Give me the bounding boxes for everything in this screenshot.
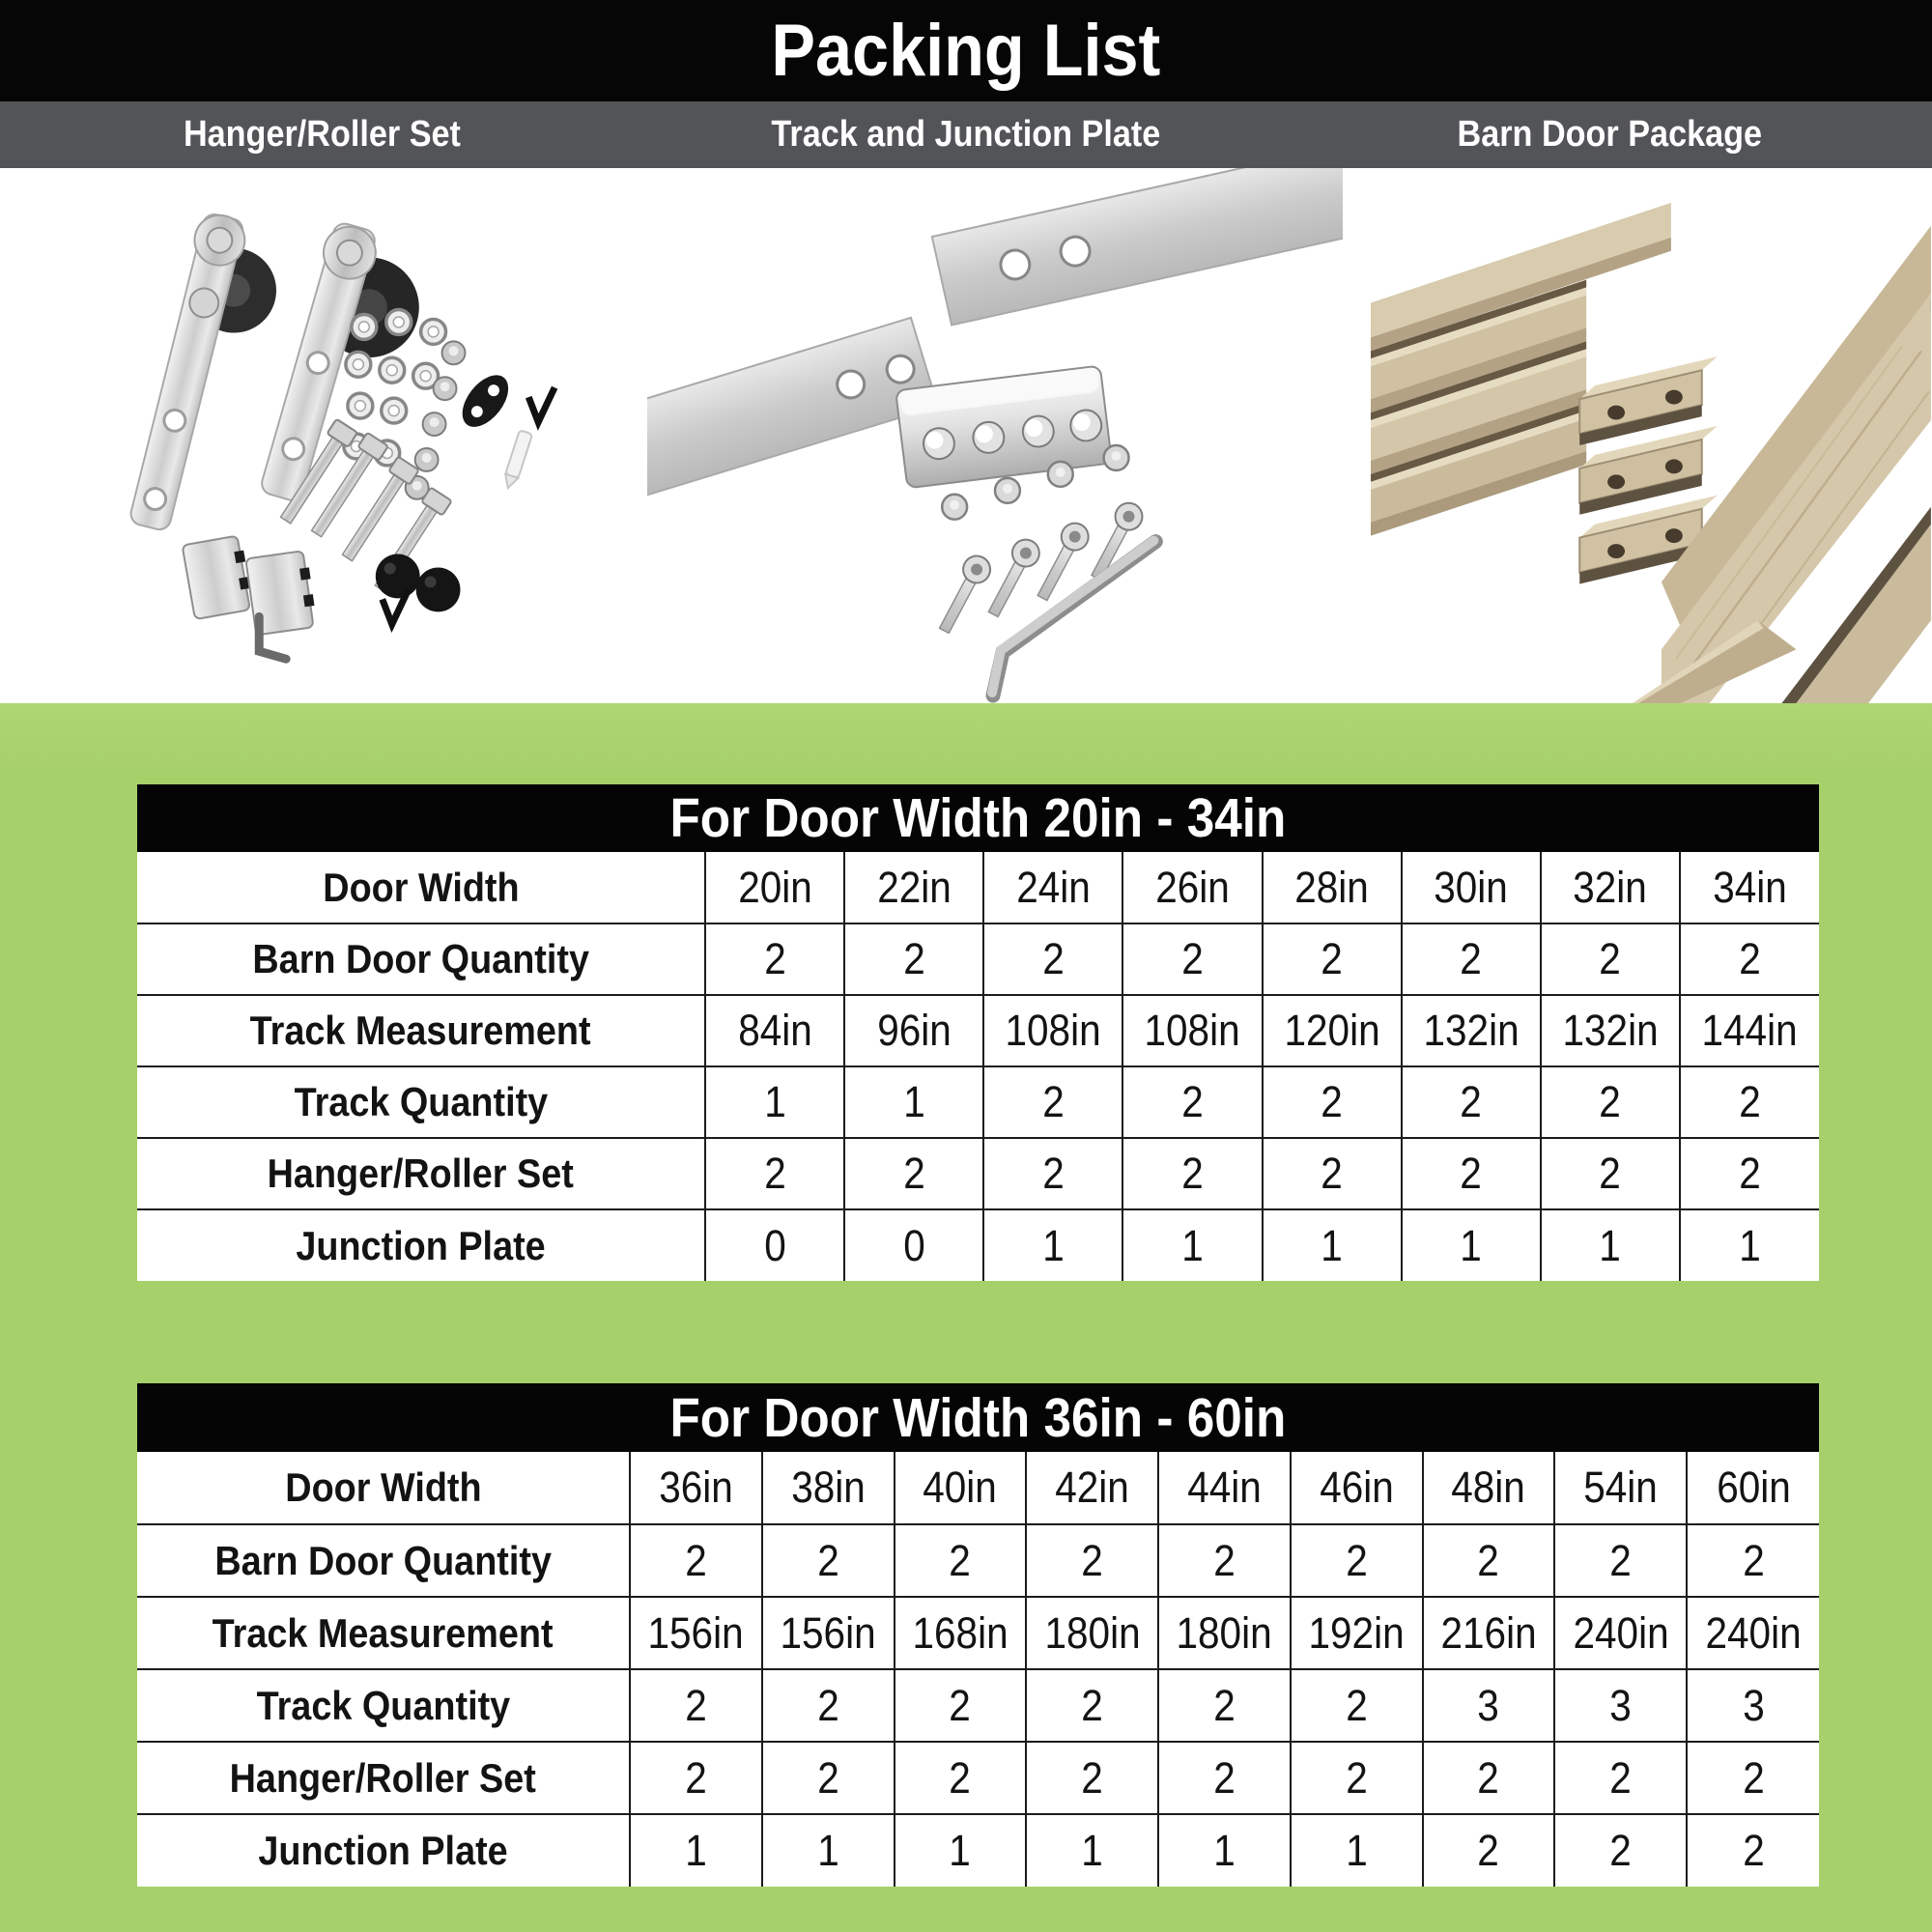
row-label: Track Measurement: [137, 995, 705, 1066]
table-cell: 36in: [630, 1452, 762, 1524]
table-cell: 3: [1687, 1669, 1819, 1742]
table-cell: 2: [630, 1524, 762, 1597]
table-cell: 216in: [1423, 1597, 1555, 1669]
table-cell: 2: [983, 923, 1122, 995]
table-row: [137, 1669, 1819, 1742]
table-cell: 2: [1158, 1669, 1291, 1742]
spec-table-20-34: [137, 784, 1819, 1281]
table-row: [137, 852, 1819, 923]
table-cell: 84in: [705, 995, 844, 1066]
table-cell: 156in: [630, 1597, 762, 1669]
table-cell: 2: [1158, 1524, 1291, 1597]
table-cell: 2: [1680, 1138, 1819, 1209]
title-banner: [0, 0, 1932, 101]
table-cell: 2: [1122, 923, 1262, 995]
table-cell: 1: [762, 1814, 895, 1887]
table-cell: 1: [1158, 1814, 1291, 1887]
row-label: Track Measurement: [137, 1597, 630, 1669]
photo-label-barn-door-package: Barn Door Package: [1457, 114, 1763, 155]
row-label: Barn Door Quantity: [137, 923, 705, 995]
table-cell: 2: [1122, 1066, 1262, 1138]
table-cell: 2: [1263, 1138, 1402, 1209]
table-title-36-60: For Door Width 36in - 60in: [137, 1383, 1819, 1452]
row-label: Track Quantity: [137, 1669, 630, 1742]
barn-door-package-photo: [1343, 168, 1932, 703]
table-cell: 28in: [1263, 852, 1402, 923]
hanger-roller-set-photo: [0, 168, 647, 703]
table-cell: 32in: [1541, 852, 1680, 923]
table-cell: 1: [1541, 1209, 1680, 1281]
packing-table-20-34: [137, 852, 1819, 1281]
table-cell: 2: [1541, 1138, 1680, 1209]
table-row: [137, 1209, 1819, 1281]
table-cell: 2: [1541, 923, 1680, 995]
table-cell: 2: [1423, 1742, 1555, 1814]
row-label: Junction Plate: [137, 1814, 630, 1887]
row-label: Junction Plate: [137, 1209, 705, 1281]
table-cell: 1: [983, 1209, 1122, 1281]
hanger-roller-set-illustration: [0, 168, 647, 703]
table-cell: 180in: [1158, 1597, 1291, 1669]
spec-table-36-60: [137, 1383, 1819, 1887]
table-row: [137, 1138, 1819, 1209]
table-cell: 2: [1026, 1669, 1158, 1742]
table-cell: 60in: [1687, 1452, 1819, 1524]
table-row: [137, 1814, 1819, 1887]
table-cell: 1: [705, 1066, 844, 1138]
table-cell: 2: [1263, 1066, 1402, 1138]
table-cell: 2: [1554, 1524, 1687, 1597]
table-cell: 1: [1263, 1209, 1402, 1281]
table-cell: 240in: [1554, 1597, 1687, 1669]
table-cell: 96in: [844, 995, 983, 1066]
table-cell: 1: [630, 1814, 762, 1887]
table-cell: 2: [844, 923, 983, 995]
row-label: Barn Door Quantity: [137, 1524, 630, 1597]
table-row: [137, 1452, 1819, 1524]
table-cell: 34in: [1680, 852, 1819, 923]
track-junction-plate-illustration: [647, 168, 1343, 703]
table-cell: 54in: [1554, 1452, 1687, 1524]
table-row: [137, 1066, 1819, 1138]
table-cell: 1: [844, 1066, 983, 1138]
row-label: Door Width: [322, 864, 520, 910]
table-cell: 2: [762, 1669, 895, 1742]
table-cell: 144in: [1680, 995, 1819, 1066]
table-title-20-34: For Door Width 20in - 34in: [137, 784, 1819, 852]
table-cell: 2: [1291, 1524, 1423, 1597]
table-cell: 46in: [1291, 1452, 1423, 1524]
table-cell: 1: [895, 1814, 1027, 1887]
table-cell: 2: [1554, 1814, 1687, 1887]
table-cell: 132in: [1541, 995, 1680, 1066]
table-cell: 192in: [1291, 1597, 1423, 1669]
table-cell: 2: [895, 1524, 1027, 1597]
photo-label-track-junction-plate: Track and Junction Plate: [771, 114, 1161, 155]
table-cell: 44in: [1158, 1452, 1291, 1524]
table-cell: 2: [1687, 1742, 1819, 1814]
table-cell: 2: [1402, 1066, 1541, 1138]
table-cell: 30in: [1402, 852, 1541, 923]
table-cell: 108in: [1122, 995, 1262, 1066]
packing-table-36-60: [137, 1452, 1819, 1887]
table-cell: 22in: [844, 852, 983, 923]
table-cell: 2: [1158, 1742, 1291, 1814]
table-row: [137, 995, 1819, 1066]
table-cell: 1: [1122, 1209, 1262, 1281]
table-cell: 0: [844, 1209, 983, 1281]
table-cell: 2: [895, 1669, 1027, 1742]
table-cell: 2: [1402, 1138, 1541, 1209]
table-cell: 2: [1680, 1066, 1819, 1138]
table-cell: 26in: [1122, 852, 1262, 923]
track-junction-plate-photo: [647, 168, 1343, 703]
table-cell: 20in: [705, 852, 844, 923]
table-cell: 2: [630, 1669, 762, 1742]
table-cell: 2: [1541, 1066, 1680, 1138]
table-cell: 168in: [895, 1597, 1027, 1669]
table-cell: 108in: [983, 995, 1122, 1066]
table-cell: 2: [983, 1066, 1122, 1138]
table-cell: 1: [1680, 1209, 1819, 1281]
table-row: [137, 1524, 1819, 1597]
table-cell: 1: [1402, 1209, 1541, 1281]
table-cell: 2: [1263, 923, 1402, 995]
table-cell: 40in: [895, 1452, 1027, 1524]
table-cell: 2: [1122, 1138, 1262, 1209]
table-row: [137, 1597, 1819, 1669]
table-cell: 2: [1026, 1742, 1158, 1814]
table-cell: 48in: [1423, 1452, 1555, 1524]
photo-label-hanger-roller-set: Hanger/Roller Set: [183, 114, 461, 155]
photo-label-bar: [0, 101, 1932, 168]
product-photos-strip: [0, 168, 1932, 703]
table-cell: 2: [983, 1138, 1122, 1209]
table-cell: 2: [705, 1138, 844, 1209]
table-cell: 2: [1680, 923, 1819, 995]
table-cell: 38in: [762, 1452, 895, 1524]
table-cell: 2: [1687, 1814, 1819, 1887]
table-cell: 24in: [983, 852, 1122, 923]
table-row: [137, 923, 1819, 995]
table-cell: 2: [1291, 1669, 1423, 1742]
table-cell: 1: [1291, 1814, 1423, 1887]
table-cell: 0: [705, 1209, 844, 1281]
table-cell: 3: [1423, 1669, 1555, 1742]
table-cell: 2: [762, 1524, 895, 1597]
table-cell: 132in: [1402, 995, 1541, 1066]
row-label: Door Width: [284, 1464, 482, 1510]
table-cell: 2: [630, 1742, 762, 1814]
row-label: Hanger/Roller Set: [137, 1138, 705, 1209]
table-cell: 120in: [1263, 995, 1402, 1066]
table-cell: 2: [1554, 1742, 1687, 1814]
table-cell: 3: [1554, 1669, 1687, 1742]
table-cell: 240in: [1687, 1597, 1819, 1669]
table-cell: 42in: [1026, 1452, 1158, 1524]
table-row: [137, 1742, 1819, 1814]
table-cell: 2: [1687, 1524, 1819, 1597]
table-cell: 2: [1423, 1524, 1555, 1597]
table-cell: 2: [1291, 1742, 1423, 1814]
table-cell: 2: [1402, 923, 1541, 995]
table-cell: 2: [895, 1742, 1027, 1814]
row-label: Hanger/Roller Set: [137, 1742, 630, 1814]
table-cell: 2: [844, 1138, 983, 1209]
page-title: Packing List: [771, 10, 1161, 92]
table-cell: 180in: [1026, 1597, 1158, 1669]
table-cell: 1: [1026, 1814, 1158, 1887]
barn-door-package-illustration: [1343, 168, 1932, 703]
table-cell: 156in: [762, 1597, 895, 1669]
table-cell: 2: [762, 1742, 895, 1814]
table-cell: 2: [705, 923, 844, 995]
row-label: Track Quantity: [137, 1066, 705, 1138]
table-cell: 2: [1026, 1524, 1158, 1597]
table-cell: 2: [1423, 1814, 1555, 1887]
